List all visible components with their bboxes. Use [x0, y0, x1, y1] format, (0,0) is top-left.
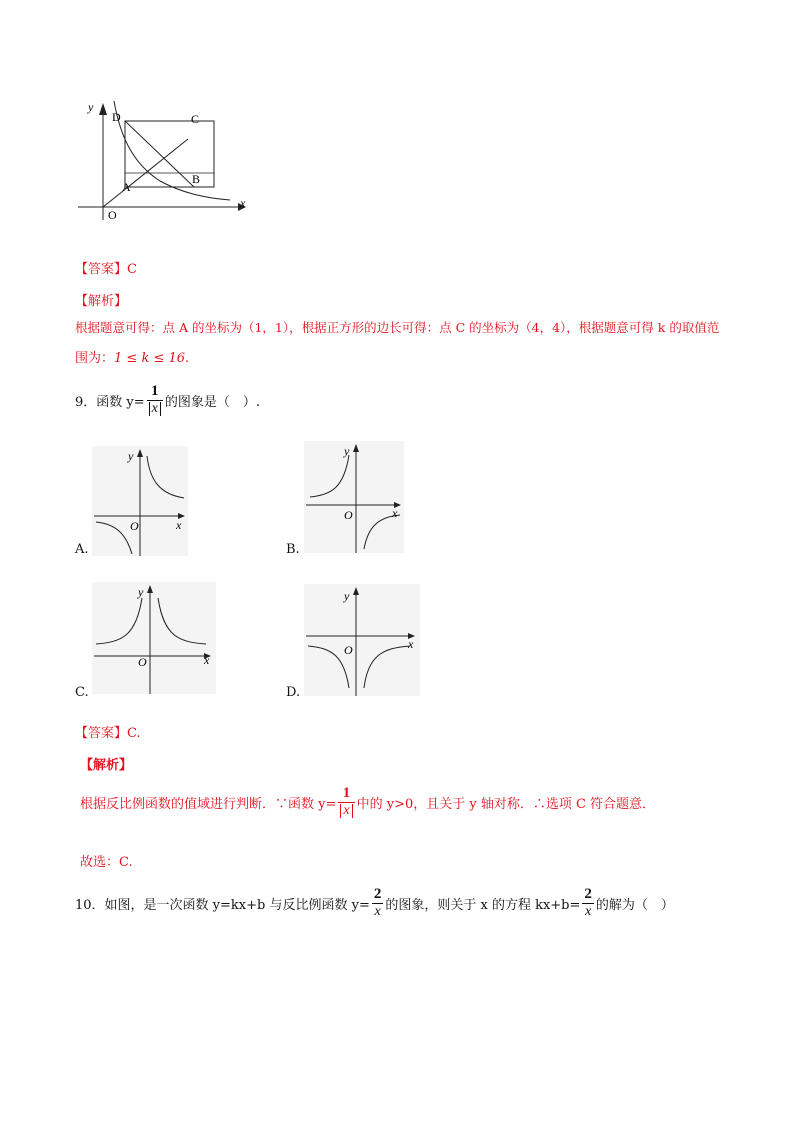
q8-analysis-line1: 根据题意可得：点 A 的坐标为（1，1），根据正方形的边长可得：点 C 的坐标为（4，4），根据题意可得 k 的取值范 — [75, 320, 720, 335]
q9-analysis — [80, 786, 655, 818]
origin-label: O — [344, 643, 353, 657]
curve-q4 — [364, 515, 400, 549]
option-c-label: C. — [75, 685, 89, 700]
y-label: y — [128, 449, 134, 463]
curve-q1 — [147, 456, 184, 498]
question-text-1: 如图，是一次函数 y=kx+b 与反比例函数 y= — [104, 897, 370, 913]
question-number: 9． — [75, 394, 97, 410]
point-a-label: A — [122, 180, 131, 194]
answer-value: C — [127, 262, 137, 277]
x-label: x — [176, 518, 182, 532]
q10-question — [75, 887, 674, 919]
origin-label: O — [108, 208, 117, 222]
answer-tag: 【答案】 — [75, 262, 128, 277]
y-arrow-icon — [353, 587, 359, 595]
y-axis-label: y — [88, 100, 94, 114]
option-a-graph — [92, 446, 188, 556]
answer-value: C. — [127, 726, 141, 741]
curve-q4 — [364, 646, 410, 688]
q9-conclusion: 故选：C. — [80, 855, 133, 870]
diagonal-line-2 — [125, 121, 194, 187]
curve-q2 — [96, 598, 142, 644]
curve-q1 — [158, 598, 206, 644]
analysis-math: 1 ≤ k ≤ 16 — [114, 351, 186, 366]
analysis-text-after: 中的 y>0，且关于 y 轴对称．∴选项 C 符合题意． — [356, 796, 656, 812]
question-text-after: 的图象是（ ）. — [164, 394, 261, 410]
fraction-denominator: x — [149, 402, 161, 416]
question-text-2: 的图象，则关于 x 的方程 kx+b= — [385, 897, 581, 913]
q9-analysis-tag: 【解析】 — [80, 758, 133, 773]
y-label: y — [138, 585, 144, 599]
fraction-numerator: 1 — [151, 383, 159, 399]
fraction-1 — [372, 887, 384, 919]
option-b-graph — [304, 441, 404, 553]
y-arrow-icon — [353, 444, 359, 452]
origin-label: O — [138, 655, 147, 669]
curve-q3 — [96, 522, 132, 554]
option-d-graph — [304, 584, 420, 696]
y-label: y — [344, 589, 350, 603]
answer-tag: 【答案】 — [75, 726, 128, 741]
curve-q3 — [308, 646, 349, 688]
fraction-numerator: 2 — [373, 886, 382, 902]
point-d-label: D — [112, 110, 121, 124]
fraction — [147, 384, 163, 416]
x-label: x — [204, 653, 210, 667]
y-arrow-icon — [137, 449, 143, 457]
option-d-label: D. — [286, 685, 301, 700]
y-arrow-icon — [147, 585, 153, 593]
fraction-denominator: x — [340, 804, 352, 818]
q9-question — [75, 384, 260, 416]
option-c-graph — [92, 582, 216, 694]
q9-answer — [75, 722, 141, 741]
fraction-denominator: x — [374, 904, 381, 919]
option-a-label: A. — [75, 542, 89, 557]
fraction-denominator: x — [585, 904, 592, 919]
y-label: y — [344, 444, 350, 458]
fraction-numerator: 1 — [342, 785, 351, 801]
q8-answer — [75, 258, 137, 277]
x-axis-label: x — [240, 196, 246, 210]
fraction-numerator: 2 — [584, 886, 592, 902]
x-label: x — [392, 506, 398, 520]
option-b-label: B. — [286, 542, 300, 557]
question-text-3: 的解为（ ） — [595, 897, 674, 913]
question-number: 10． — [75, 897, 105, 913]
q8-analysis-tag: 【解析】 — [75, 294, 128, 309]
y-axis-arrow-icon — [99, 103, 107, 115]
origin-label: O — [344, 508, 353, 522]
point-c-label: C — [191, 112, 200, 126]
analysis-suffix: . — [185, 351, 190, 366]
hyperbola-curve — [114, 101, 230, 200]
q8-analysis-line2 — [75, 347, 189, 366]
fraction-2 — [582, 887, 594, 919]
fraction — [338, 786, 354, 818]
x-label: x — [408, 637, 414, 651]
origin-label: O — [130, 519, 139, 533]
question-text: 函数 y= — [96, 394, 145, 410]
analysis-prefix: 围为： — [75, 351, 115, 366]
square-hyperbola-figure — [70, 95, 260, 225]
analysis-text: 根据反比例函数的值域进行判断．∵函数 y= — [80, 796, 337, 812]
curve-q2 — [310, 455, 349, 497]
point-b-label: B — [192, 172, 201, 186]
